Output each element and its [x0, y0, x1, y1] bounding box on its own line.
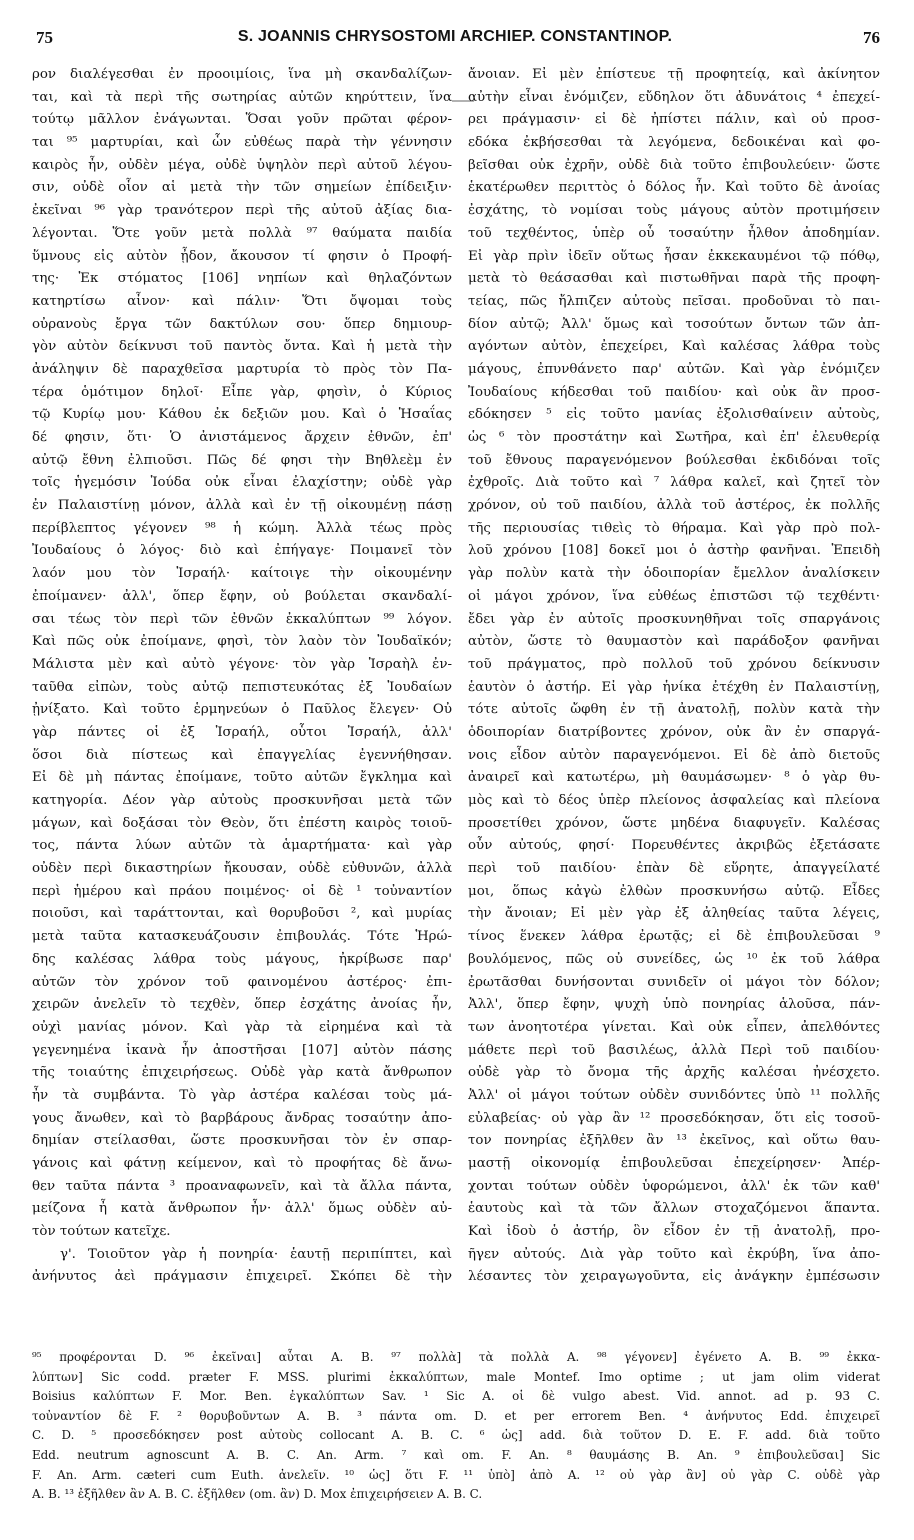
text-line: αγόντων αὐτὸν, ἐπεχείρει, Καὶ καλέσας λάθρα τοὺς — [468, 339, 880, 355]
footnote-line: Boisius καλύπτων F. Mor. Ben. ἐγκαλύπτων Sav. ¹ Sic A. οἱ δὲ vulgo abest. Vid. annot. ad p. 93 C. — [32, 1389, 880, 1404]
text-line: ἑαυτὸν ὁ ἀστήρ. Εἰ γὰρ ἡνίκα ἐτέχθη ἐν Παλαιστίνῃ, — [468, 679, 880, 695]
page-number-right: 76 — [863, 28, 880, 47]
text-line: τος, πάντα λύων αὐτῶν τὰ ἁμαρτήματα· καὶ γὰρ — [32, 838, 452, 854]
text-line: τοῦ ἔθνους παραγενόμενον βούλεσθαι ἐκδιδόναι τοῖς — [468, 452, 880, 468]
text-line: ἀναιρεῖ καὶ κατωτέρω, μὴ θαυμάσωμεν· ⁸ ὁ γὰρ θυ- — [468, 770, 880, 786]
text-line: μάγους, ἐπυνθάνετο παρ' αὐτῶν. Καὶ γὰρ ἐνόμιζεν — [468, 361, 880, 377]
text-line: δης καλέσας λάθρα τοὺς μάγους, ἠκρίβωσε παρ' — [32, 951, 452, 967]
text-line: ἐν Παλαιστίνῃ μόνον, ἀλλὰ καὶ ἐν τῇ οἰκουμένῃ πάσῃ — [32, 498, 452, 514]
text-line: ἐσχάτης, τὸ νομίσαι τοὺς μάγους αὐτὸν προτιμήσειν — [468, 203, 880, 219]
text-line: γ'. Τοιοῦτον γὰρ ἡ πονηρία· ἑαυτῇ περιπίπτει, καὶ — [60, 1246, 452, 1262]
text-line: ἑκατέρωθεν περιττὸς ὁ δόλος ἦν. Καὶ τοῦτο δὲ ἀνοίας — [468, 180, 880, 196]
text-line: λαόν μου τὸν Ἰσραήλ· καίτοιγε τὴν οἰκουμένην — [32, 566, 452, 582]
text-line: ὅσοι διὰ πίστεως καὶ ἐπαγγελίας ἐγεννήθησαν. — [32, 747, 452, 763]
text-line: τοῦ τεχθέντος, ὑπὲρ οὗ τοσαύτην ἦλθον ἀποδημίαν. — [468, 225, 880, 241]
text-line: λέσαντες τὸν χειραγωγοῦντα, εἰς ἀνάγκην ἐμπέσωσιν — [468, 1269, 880, 1285]
text-line: τότε αὐτοῖς ὤφθη ἐν τῇ ἀνατολῇ, πολὺν κατὰ τὴν — [468, 702, 880, 718]
text-line: γάνοις καὶ φάτνῃ κείμενον, καὶ τὸ προφήτας δὲ ἄνω- — [32, 1156, 452, 1171]
text-line: μετὰ ταῦτα κατασκευάζουσιν ἐπιβουλάς. Τότε Ἡρώ- — [32, 929, 452, 945]
footnote-line: F. An. Arm. cæteri cum Euth. ἀνελεῖν. ¹⁰ ὡς] ὅτι F. ¹¹ ὑπὸ] ἀπὸ A. ¹² οὐ γὰρ ἂν] οὐ γὰρ C. οὐδὲ γὰρ — [32, 1467, 880, 1482]
text-line: τούτῳ μᾶλλον ἐνάγωνται. Ὅσαι γοῦν πρῶται φέρον- — [32, 112, 452, 128]
footnote-line: τοὐναντίον δὲ F. ² θορυβοῦντων A. B. ³ πάντα om. D. et per errorem Ben. ⁴ ἀνήνυτος Edd. ἐπιχειρεῖ — [32, 1408, 880, 1423]
text-line: τὸν τούτων κατεῖχε. — [32, 1224, 171, 1240]
text-line: ται, καὶ τὰ περὶ τῆς σωτηρίας αὐτῶν κηρύττειν, ἵνα — [32, 89, 452, 105]
text-line: λοῦ χρόνου [108] δοκεῖ μοι ὁ ἀστὴρ φανῆναι. Ἐπειδὴ — [468, 543, 880, 559]
text-line: μοι, ὅπως κἀγὼ ἐλθὼν προσκυνήσω αὐτῷ. Εἶδες — [468, 883, 880, 899]
text-line: τὴν ἄνοιαν; Εἰ μὲν γὰρ ἐξ ἀληθείας ταῦτα λέγεις, — [468, 906, 880, 922]
text-line: εδόκα ἐκβήσεσθαι τὰ λεγόμενα, δεδοικέναι καὶ φο- — [468, 135, 880, 151]
text-line: δίον αὐτῷ; Ἀλλ' ὅμως καὶ τοσούτων ὄντων τῶν ἀπ- — [468, 316, 880, 332]
page-number-left: 75 — [36, 28, 53, 47]
text-line: κατηρτίσω αἶνον· καὶ πάλιν· Ὅτι ὄψομαι τοὺς — [32, 293, 452, 309]
text-line: σαι τέως τὸν περὶ τῶν ἐθνῶν ἐκκαλύπτων ⁹⁹ λόγον. — [32, 611, 452, 627]
text-line: Ἀλλ' οἱ μάγοι τούτων οὐδὲν συνιδόντες ὑπὸ ¹¹ πολλῆς — [468, 1087, 880, 1103]
text-line: τέρα ὁμότιμον δηλοῖ· Εἶπε γὰρ, φησὶν, ὁ Κύριος — [32, 384, 452, 400]
text-line: βεῖσθαι οὐκ ἐχρῆν, οὐδὲ διὰ τοῦτο ἐπιβουλεύειν· ὥστε — [468, 157, 880, 173]
text-line: οὐρανοὺς ἔργα τῶν δακτύλων σου· ὅπερ δημιουρ- — [32, 316, 452, 332]
left-column — [32, 64, 452, 1289]
text-line: γεγενημένα ἱκανὰ ἦν ἀποστῆσαι [107] αὐτὸν πάσης — [32, 1042, 452, 1058]
text-line: μάθετε περὶ τοῦ βασιλέως, ἀλλὰ Περὶ τοῦ παιδίου· — [468, 1042, 880, 1058]
text-line: ἐχθροῖς. Διὰ τοῦτο καὶ ⁷ λάθρα καλεῖ, καὶ ζητεῖ τὸν — [468, 475, 880, 491]
text-line: τον πονηρίας ἐξῆλθεν ἂν ¹³ ἐκεῖνος, καὶ οὕτω θαυ- — [468, 1133, 880, 1149]
text-line: οὐδὲ γὰρ τὸ ὄνομα τῆς ἀρχῆς καλέσαι ἠνέσχετο. — [468, 1065, 880, 1081]
text-line: σιν, οὐδὲ οἷον αἱ μετὰ τὴν τῶν σημείων ἐπίδειξιν· — [32, 180, 452, 196]
text-line: ἑαυτοὺς καὶ τὰ τῶν ἄλλων στοχαζόμενοι ἅπαντα. — [468, 1201, 880, 1217]
text-line: γὰρ πάντες οἱ ἐξ Ἰσραήλ, οὗτοι Ἰσραήλ, ἀλλ' — [32, 724, 452, 740]
text-line: τῷ Κυρίῳ μου· Κάθου ἐκ δεξιῶν μου. Καὶ ὁ Ἡσαΐας — [32, 407, 452, 423]
footnote-line: Edd. neutrum agnoscunt A. B. C. An. Arm. ⁷ καὶ om. F. An. ⁸ θαυμάσης B. An. ⁹ ἐπιβουλεῦσαι] Sic — [32, 1447, 880, 1462]
text-line: ρει πράγμασιν· εἰ δὲ ἠπίστει πάλιν, καὶ οὐ προσ- — [468, 112, 880, 128]
text-line: τίνος ἕνεκεν λάθρα ἐρωτᾷς; εἰ δὲ ἐπιβουλεῦσαι ⁹ — [468, 929, 880, 945]
footnotes — [32, 1348, 880, 1505]
text-line: Καὶ πῶς οὐκ ἐποίμανε, φησὶ, τὸν λαὸν τὸν Ἰουδαϊκόν; — [32, 634, 452, 650]
text-line: ὡς ⁶ τὸν προστάτην καὶ Σωτῆρα, καὶ ἐπ' ἐλευθερίᾳ — [468, 430, 880, 445]
text-line: μείζονα ἦ κατὰ ἄνθρωπον ἦν· ἀλλ' ὅμως οὐδὲν αὐ- — [32, 1201, 452, 1217]
text-line: ἐκεῖναι ⁹⁶ γὰρ τρανότερον περὶ τῆς αὐτοῦ ἀξίας δια- — [32, 203, 452, 219]
text-line: γὸν αὐτὸν δείκνυσι τοῦ παντὸς ὄντα. Καὶ ἡ μετὰ τὴν — [32, 339, 452, 355]
text-line: αὐτὸν, ὥστε τὸ θαυμαστὸν καὶ παράδοξον φανῆναι — [468, 634, 880, 650]
text-line: ἀνήνυτος ἀεὶ πράγμασιν ἐπιχειρεῖ. Σκόπει δὲ τὴν — [32, 1269, 452, 1285]
text-line: καιρὸς ἦν, οὐδὲν μέγα, οὐδὲ ὑψηλὸν περὶ αὐτοῦ λέγου- — [32, 157, 452, 173]
text-line: ἐρωτᾶσθαι δυνήσονται συνιδεῖν οἱ μάγοι τὸν δόλον; — [468, 974, 880, 990]
text-line: Εἰ γὰρ πρὶν ἰδεῖν οὕτως ἦσαν ἐκκεκαυμένοι τῷ πόθῳ, — [468, 248, 880, 264]
running-title: S. JOANNIS CHRYSOSTOMI ARCHIEP. CONSTANTINOP. — [237, 28, 673, 45]
text-line: λέγονται. Ὅτε γοῦν μετὰ πολλὰ ⁹⁷ θαύματα παιδία — [32, 225, 452, 241]
text-line: γὰρ πολὺν κατὰ τὴν ὁδοιπορίαν ἔμελλον ἀναλίσκειν — [468, 566, 880, 582]
page-header — [30, 28, 880, 54]
text-line: οὖν αὐτούς, φησί· Πορευθέντες ἀκριβῶς ἐξετάσατε — [468, 838, 880, 854]
text-line: αὐτῶν τὸν χρόνον τοῦ φαινομένου ἀστέρος· ἐπι- — [32, 974, 452, 990]
footnote-line: λύπτων] Sic codd. præter F. MSS. plurimi ἐκκαλύπτων, male Montef. Imo optime ; ut jam olim viderat — [32, 1369, 880, 1384]
text-line: ἔδει γὰρ ἐν αὐτοῖς προσκυνηθῆναι τοῖς σπαργάνοις — [468, 611, 880, 627]
text-line: θεν ταῦτα πάντα ³ προαναφωνεῖν, καὶ τὰ ἄλλα πάντα, — [32, 1178, 452, 1194]
text-line: ἀνάληψιν δὲ παραχθεῖσα μαρτυρία τὸ πρὸς τὸν Πα- — [32, 361, 452, 377]
text-line: ὕμνους εἰς αὐτὸν ᾖδον, ἄκουσον τί φησιν ὁ Προφή- — [32, 248, 452, 264]
text-line: γους ἄνωθεν, καὶ τὸ βαρβάρους ἄνδρας τοσαύτην ἀπο- — [32, 1110, 452, 1126]
text-line: τείας, πῶς ἤλπιζεν αὐτοὺς πεῖσαι. προδοῦναι τὸ παι- — [468, 293, 880, 309]
text-line: Εἰ δὲ μὴ πάντας ἐποίμανε, τοῦτο αὐτῶν ἔγκλημα καὶ — [32, 770, 452, 786]
text-line: οὐχὶ μανίας μόνον. Καὶ γὰρ τὰ εἰρημένα καὶ τὰ — [32, 1019, 452, 1035]
text-line: βουλόμενος, πῶς οὐ συνείδες, ὡς ¹⁰ ἐκ τοῦ λάθρα — [468, 951, 880, 967]
text-line: ὁδοιπορίαν διατρίβοντες χρόνον, οὐκ ἂν ἐν σπαργά- — [468, 724, 880, 740]
text-line: της· Ἐκ στόματος [106] νηπίων καὶ θηλαζόντων — [32, 271, 452, 287]
footnote-line: A. B. ¹³ ἐξῆλθεν ἂν A. B. C. ἐξῆλθεν (om. ἂν) D. Mox ἐπιχειρήσειεν A. B. C. — [32, 1487, 483, 1502]
text-line: μετὰ τὸ θεάσασθαι καὶ πιστωθῆναι παρὰ τῆς προφη- — [468, 271, 880, 287]
text-line: περὶ τοῦ παιδίου· ἐπὰν δὲ εὕρητε, ἀπαγγείλατέ — [468, 861, 880, 877]
text-line: αὐτῷ ἔθνη ἐλπιοῦσι. Πῶς δέ φησι τὴν Βηθλεὲμ ἐν — [32, 452, 452, 468]
text-line: ᾐνίξατο. Καὶ τοῦτο ἑρμηνεύων ὁ Παῦλος ἔλεγεν· Οὐ — [32, 702, 452, 718]
text-line: νοις εἶδον αὐτὸν παραγενόμενοι. Εἰ δὲ ἀπὸ διετοῦς — [468, 747, 880, 763]
text-line: μάγων, καὶ δοξάσαι τὸν Θεὸν, ὅτι ἐπέστη καιρὸς τοιοῦ- — [32, 815, 452, 831]
text-line: χονται τούτων οὐδὲν ὑφορώμενοι, ἀλλ' ἐκ τῶν καθ' — [468, 1178, 880, 1194]
text-line: μὸς καὶ τὸ δέος ὑπὲρ πλείονος ἀσφαλείας καὶ πλείονα — [468, 793, 880, 808]
text-line: τοῖς ἡγεμόσιν Ἰούδα οὐκ εἶναι ἐλαχίστην; οὐδὲ γὰρ — [32, 475, 452, 491]
text-line: χρόνον, οὐ τοῦ παιδίου, ἀλλὰ τοῦ ἀστέρος, ἐκ πολλῆς — [468, 498, 880, 514]
text-line: τῆς τοιαύτης ἐπιχειρήσεως. Οὐδὲ γὰρ κατὰ ἄνθρωπον — [32, 1065, 452, 1081]
text-line: εὐλαβείας· οὐ γὰρ ἂν ¹² προσεδόκησαν, ὅτι εἰς τοσοῦ- — [468, 1110, 880, 1126]
text-line: οὐδὲν περὶ δικαστηρίων ἤκουσαν, οὐδὲ εὐθυνῶν, ἀλλὰ — [32, 861, 452, 877]
text-line: κατηγορία. Δέον γὰρ αὐτοὺς προσκυνῆσαι μετὰ τῶν — [32, 793, 452, 808]
text-line: ται ⁹⁵ μαρτυρίαι, καὶ ὧν εὐθέως παρὰ τὴν γέννησιν — [32, 135, 452, 151]
text-line: αὐτὴν εἶναι ἐνόμιζεν, εὔδηλον ὅτι ἀδυνάτοις ⁴ ἐπεχεί- — [468, 89, 880, 105]
text-line: Καὶ ἰδοὺ ὁ ἀστήρ, ὃν εἶδον ἐν τῇ ἀνατολῇ, προ- — [468, 1224, 880, 1240]
text-line: Ἰουδαίους κήδεσθαι τοῦ παιδίου· καὶ οὐκ ἂν προσ- — [468, 384, 880, 400]
text-line: Μάλιστα μὲν καὶ αὐτὸ γέγονε· τὸν γὰρ Ἰσραὴλ ἐν- — [32, 656, 452, 672]
text-line: τῆς περιουσίας τιθεὶς τὸ θήραμα. Καὶ γὰρ πρὸ πολ- — [468, 520, 880, 536]
text-line: μαστῇ οἰκονομίᾳ ἐπιβουλεῦσαι ἐπεχείρησεν· Ἀπέρ- — [468, 1156, 880, 1171]
text-line: χειρῶν ἀνελεῖν τὸ τεχθὲν, ὅπερ ἐσχάτης ἀνοίας ἦν, — [32, 997, 452, 1013]
text-line: ταῦθα εἰπὼν, τοὺς αὐτῷ πεπιστευκότας ἐξ Ἰουδαίων — [32, 679, 452, 695]
text-line: των ἀνοητοτέρα γίνεται. Καὶ οὐκ εἶπεν, ἀπελθόντες — [468, 1019, 880, 1035]
text-line: περὶ ἡμέρου καὶ πράου ποιμένος· οἱ δὲ ¹ τοὐναντίον — [32, 883, 452, 899]
text-line: ἄνοιαν. Εἰ μὲν ἐπίστευε τῇ προφητείᾳ, καὶ ἀκίνητον — [468, 67, 880, 82]
footnote-line: ⁹⁵ προφέρονται D. ⁹⁶ ἐκεῖναι] αὗται A. B. ⁹⁷ πολλὰ] τὰ πολλὰ A. ⁹⁸ γέγονεν] ἐγένετο A. B. ⁹⁹ ἐκκα- — [32, 1350, 880, 1364]
text-line: Ἀλλ', ὅπερ ἔφην, ψυχὴ ὑπὸ πονηρίας ἁλοῦσα, πάν- — [468, 997, 880, 1013]
text-line: δέ φησιν, ὅτι· Ὁ ἀνιστάμενος ἄρχειν ἐθνῶν, ἐπ' — [32, 430, 452, 445]
text-line: ποιοῦσι, καὶ ταράττονται, καὶ θορυβοῦσι ², καὶ μυρίας — [32, 906, 452, 922]
text-line: ῆγεν αὐτούς. Διὰ γὰρ τοῦτο καὶ ἐκρύβη, ἵνα ἀπο- — [468, 1246, 880, 1262]
text-line: ρον διαλέγεσθαι ἐν προοιμίοις, ἵνα μὴ σκανδαλίζων- — [32, 67, 452, 82]
text-line: τοῦ πράγματος, πρὸ πολλοῦ τοῦ χρόνου δείκνυσιν — [468, 656, 880, 672]
text-line: ἦν τὰ συμβάντα. Τὸ γὰρ ἀστέρα καλέσαι τοὺς μά- — [32, 1087, 452, 1103]
footnote-line: C. D. ⁵ προσεδόκησεν post αὐτοὺς collocant A. B. C. ⁶ ὡς] add. διὰ τοῦτον D. E. F. add. διὰ τοῦτο — [32, 1428, 880, 1443]
right-column — [468, 64, 880, 1289]
text-line: Ἰουδαίους ὁ λόγος· διὸ καὶ ἐπήγαγε· Ποιμανεῖ τὸν — [32, 543, 452, 559]
text-line: προσετίθει χρόνον, ὥστε μηδένα διαφυγεῖν. Καλέσας — [468, 815, 880, 831]
text-line: περίβλεπτος γέγονεν ⁹⁸ ἡ κώμη. Ἀλλὰ τέως πρὸς — [32, 520, 452, 536]
text-line: δημίαν στείλασθαι, ὥστε προσκυνῆσαι τὸν ἐν σπαρ- — [32, 1133, 452, 1149]
text-line: εδόκησεν ⁵ εἰς τοῦτο μανίας ἐξολισθαίνειν αὐτοὺς, — [468, 407, 880, 423]
text-line: οἱ μάγοι χρόνον, ἵνα εὐθέως ἐπιστῶσι τῷ τεχθέντι· — [468, 588, 880, 604]
text-line: ἐποίμανεν· ἀλλ', ὅπερ ἔφην, οὐ βούλεται σκανδαλί- — [32, 588, 452, 604]
